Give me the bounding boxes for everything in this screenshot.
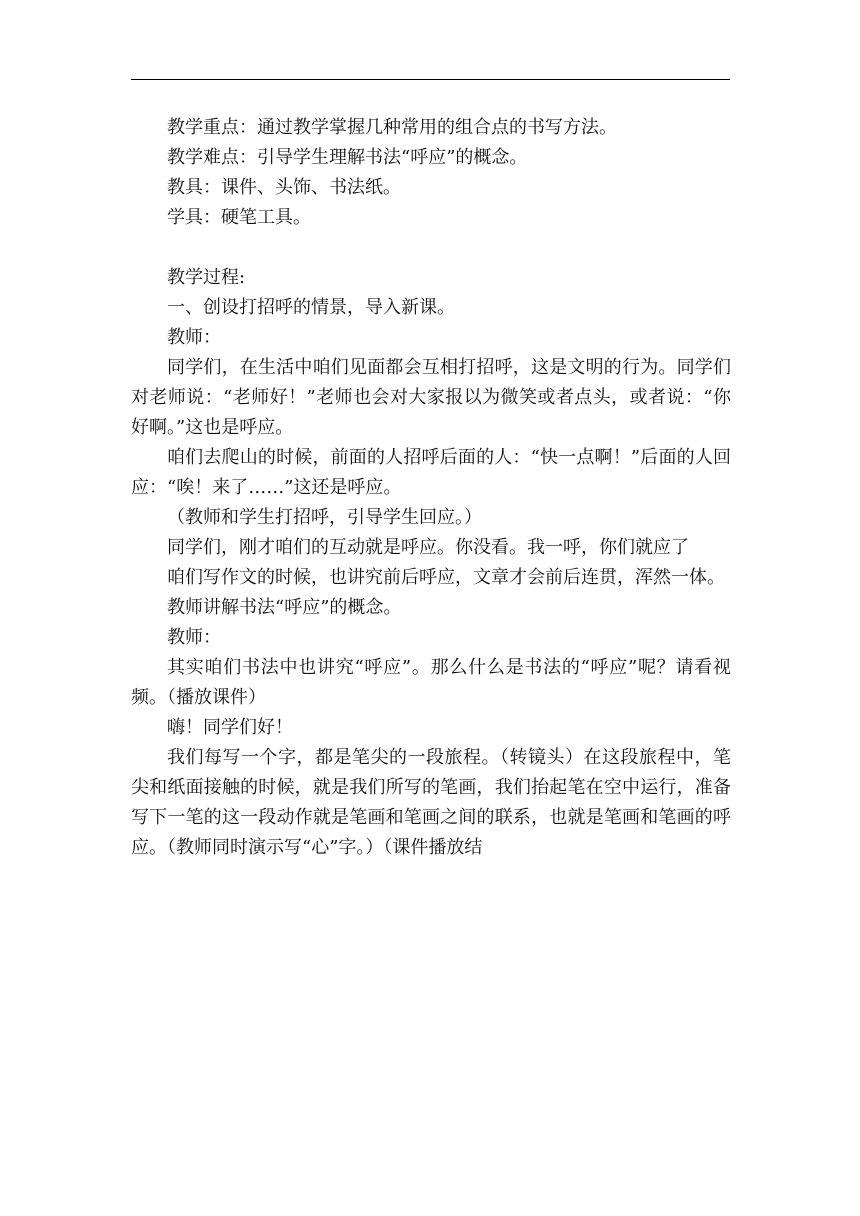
blank-line [131, 233, 731, 263]
paragraph-process-heading: 教学过程: [167, 267, 246, 288]
paragraph-section-one: 一、创设打招呼的情景，导入新课。 [167, 297, 455, 318]
paragraph: 我们每写一个字，都是笔尖的一段旅程。（转镜头）在这段旅程中，笔尖和纸面接触的时候，就是我们所写的笔画，我们抬起笔在空中运行，准备写下一笔的这一段动作就是笔画和笔画之间的联系，也就是笔画和笔画的呼应。（教师同时演示写“心”字。）（课件播放结 [131, 747, 731, 858]
paragraph: 咱们去爬山的时候，前面的人招呼后面的人：“快一点啊！”后面的人回应：“唉！来了……”这还是呼应。 [131, 447, 731, 498]
paragraph: 同学们，在生活中咱们见面都会互相打招呼，这是文明的行为。同学们对老师说：“老师好！”老师也会对大家报以为微笑或者点头，或者说：“你好啊。”这也是呼应。 [131, 357, 731, 438]
paragraph-learning-tools: 学具：硬笔工具。 [167, 207, 311, 228]
paragraph-teacher-label: 教师： [167, 627, 221, 648]
body-text [131, 113, 731, 863]
paragraph: 嗨！同学们好！ [167, 717, 293, 738]
paragraph-teaching-aids: 教具：课件、头饰、书法纸。 [167, 177, 401, 198]
paragraph: 咱们写作文的时候，也讲究前后呼应，文章才会前后连贯，浑然一体。 [167, 567, 725, 588]
paragraph-teacher-label: 教师： [167, 327, 221, 348]
paragraph: 其实咱们书法中也讲究“呼应”。那么什么是书法的“呼应”呢？请看视频。（播放课件） [131, 657, 731, 708]
paragraph: 同学们，刚才咱们的互动就是呼应。你没看。我一呼，你们就应了 [167, 537, 689, 558]
header-rule [131, 79, 730, 80]
paragraph: （教师和学生打招呼，引导学生回应。） [167, 507, 482, 528]
paragraph: 教师讲解书法“呼应”的概念。 [167, 597, 402, 618]
paragraph-difficulty: 教学难点：引导学生理解书法“呼应”的概念。 [167, 147, 528, 168]
paragraph-key-point: 教学重点：通过教学掌握几种常用的组合点的书写方法。 [167, 117, 617, 138]
